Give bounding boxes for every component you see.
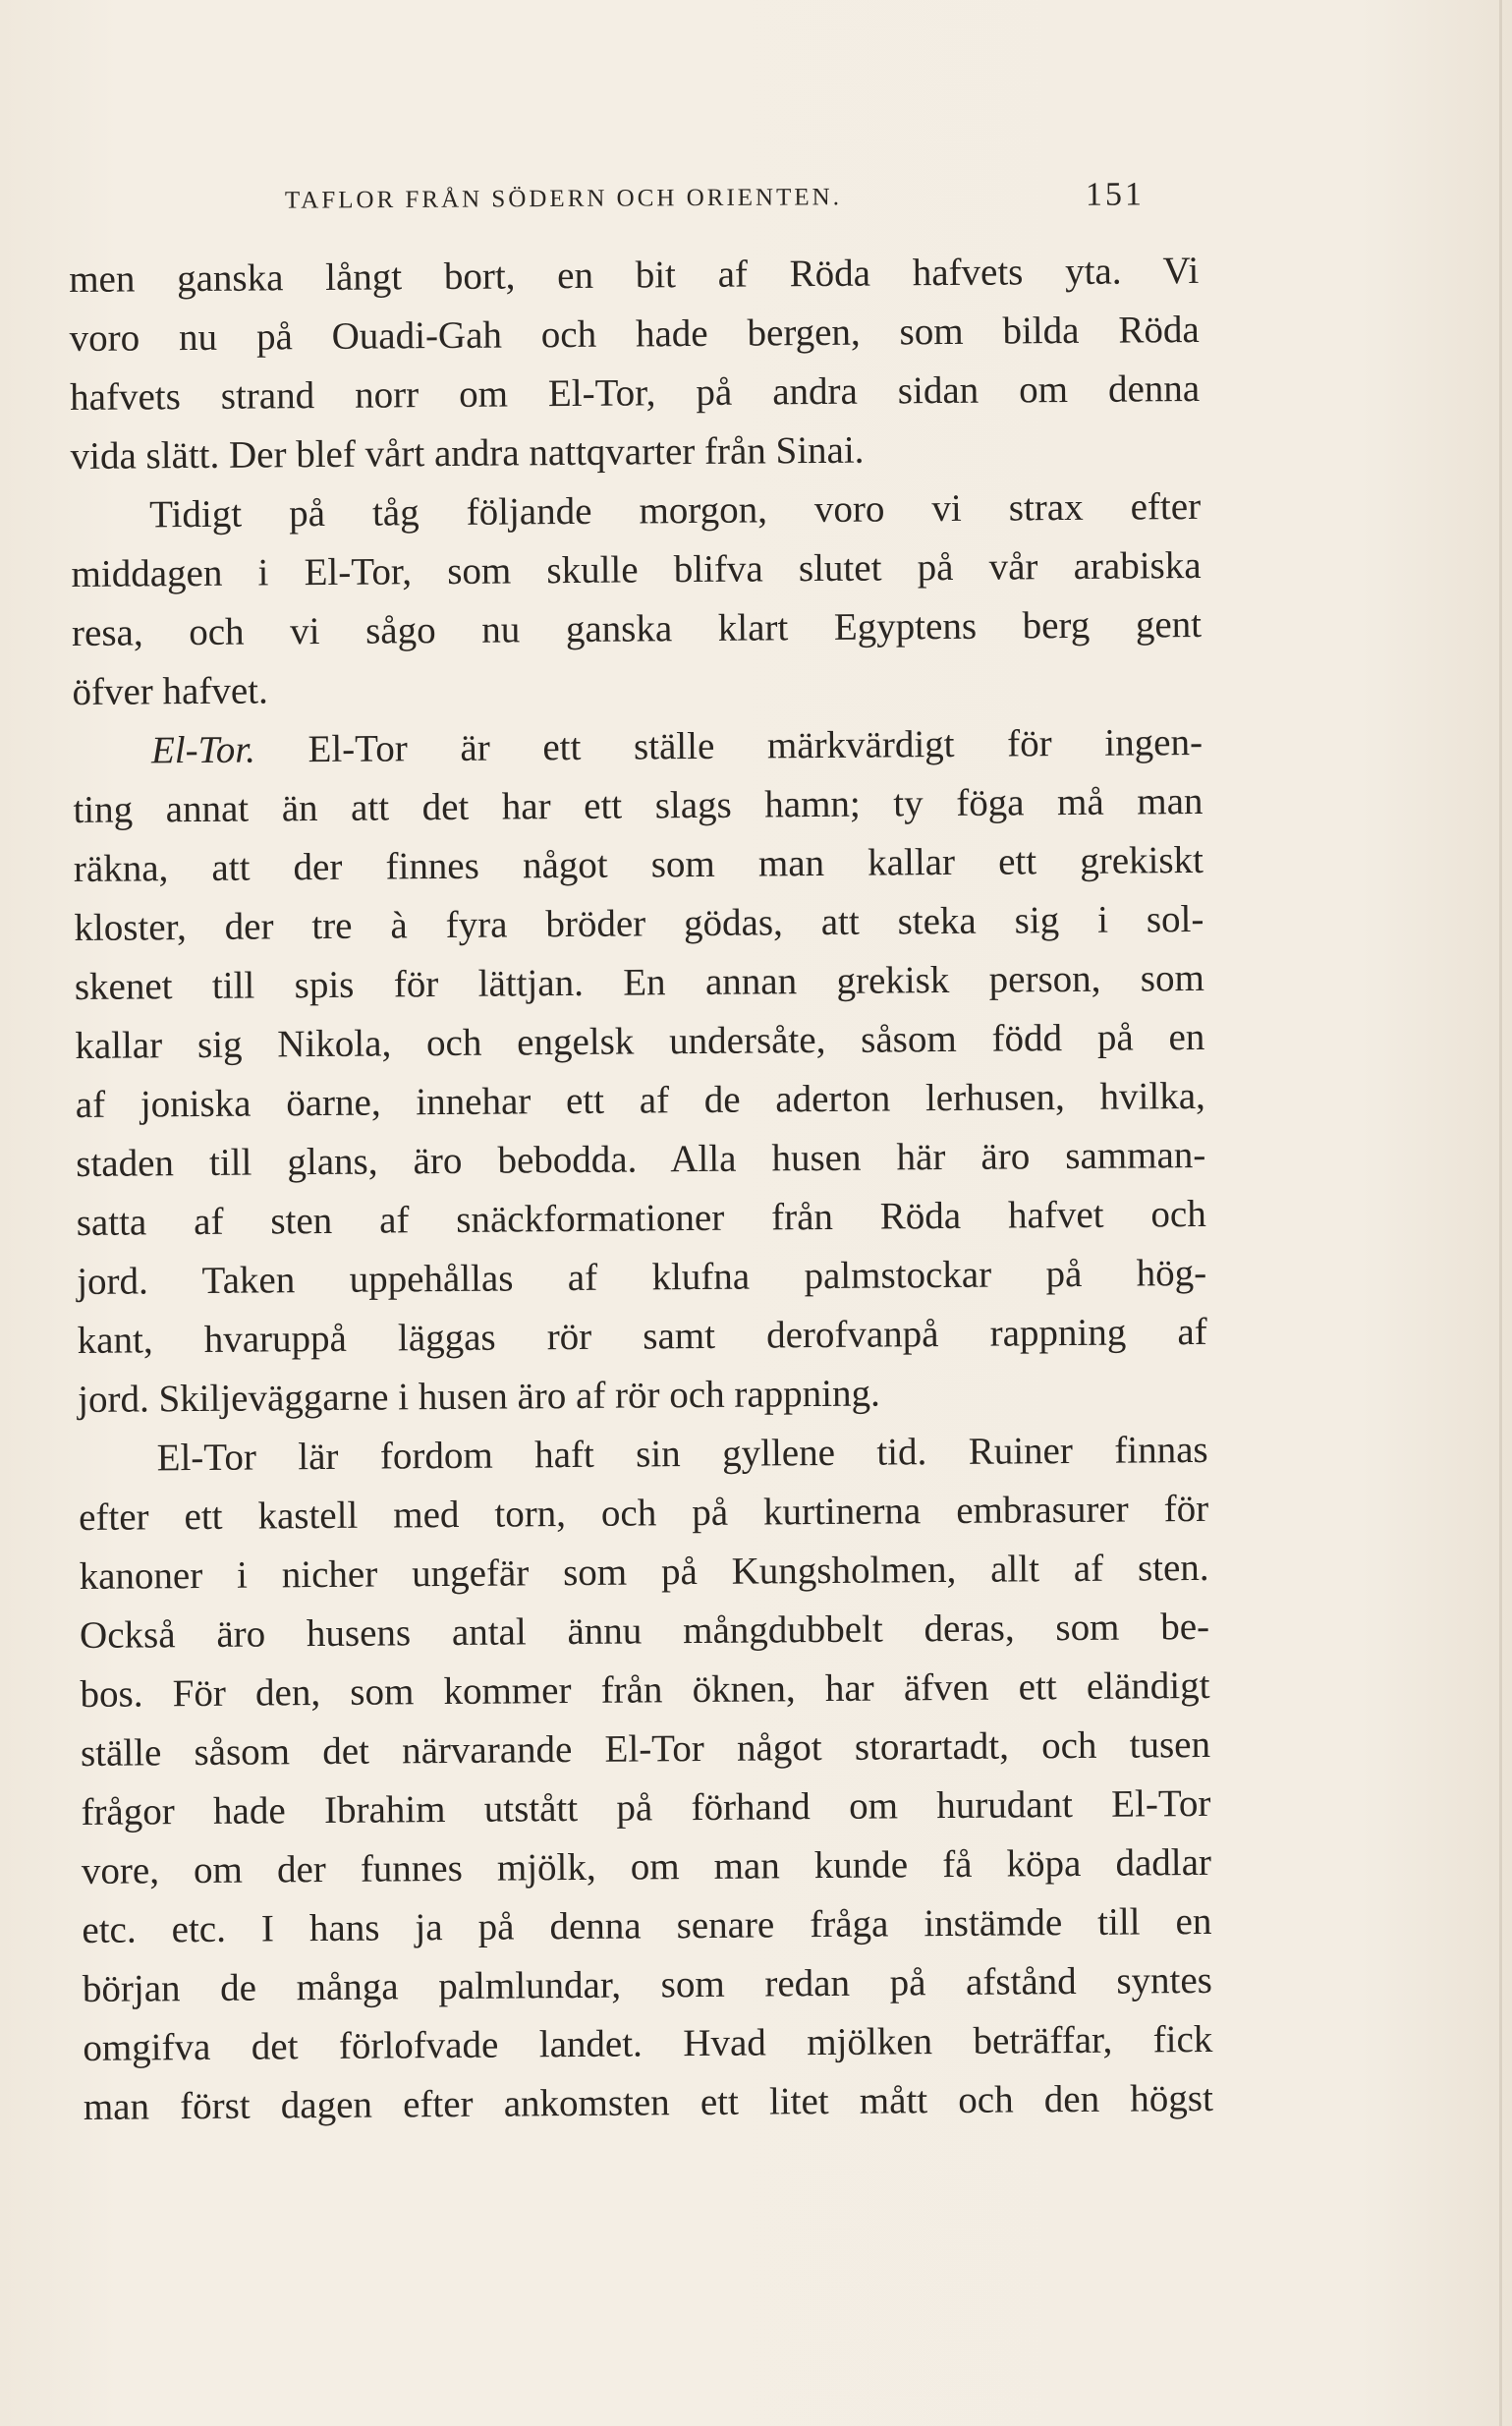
text-line: El-Tor lär fordom haft sin gyllene tid. Ruiner finnas (156, 1428, 1208, 1480)
text-line: Tidigt på tåg följande morgon, voro vi strax efter (148, 484, 1202, 536)
body-text (69, 242, 1213, 2137)
text-line: kanoner i nicher ungefär som på Kungsholmen, allt af sten. (79, 1546, 1209, 1598)
text-line: ting annat än att det har ett slags hamn; ty föga må man (73, 779, 1204, 831)
text-line: frågor hade Ibrahim utstått på förhand om hurudant El-Tor (81, 1781, 1211, 1834)
text-line: middagen i El-Tor, som skulle blifva slutet på vår arabiska (71, 543, 1202, 595)
text-line: man först dagen efter ankomsten ett litet mått och den högst (83, 2076, 1213, 2128)
text-line: satta af sten af snäckformationer från Röda hafvet och (76, 1192, 1206, 1244)
running-header (284, 176, 1146, 226)
text-line: El-Tor. El-Tor är ett ställe märkvärdigt för ingen- (150, 720, 1204, 772)
text-line: öfver hafvet. (72, 669, 268, 713)
text-line: början de många palmlundar, som redan på afstånd syntes (82, 1958, 1213, 2010)
text-line: ställe såsom det närvarande El-Tor något storartadt, och tusen (80, 1722, 1211, 1775)
text-line: hafvets strand norr om El-Tor, på andra sidan om denna (70, 367, 1201, 419)
text-line: jord. Skiljeväggarne i husen äro af rör och rappning. (78, 1372, 880, 1421)
text-line: bos. För den, som kommer från öknen, har äfven ett eländigt (80, 1664, 1210, 1716)
side-heading: El-Tor. (150, 728, 256, 772)
page-number: 151 (1085, 176, 1146, 213)
text-line: jord. Taken uppehållas af klufna palmstockar på hög- (77, 1251, 1207, 1303)
text-line: af joniska öarne, innehar ett af de aderton lerhusen, hvilka, (75, 1074, 1205, 1126)
text-line: vida slätt. Der blef vårt andra nattqvarter från Sinai. (70, 428, 865, 478)
text-line: voro nu på Ouadi-Gah och hade bergen, som bilda Röda (69, 308, 1200, 360)
text-line: skenet till spis för lättjan. En annan grekisk person, som (74, 956, 1205, 1008)
running-title: TAFLOR FRÅN SÖDERN OCH ORIENTEN. (284, 184, 842, 214)
text-line: kant, hvaruppå läggas rör samt derofvanpå rappning af (77, 1310, 1207, 1362)
text-line: kloster, der tre à fyra bröder gödas, att steka sig i sol- (74, 897, 1204, 949)
text-line: men ganska långt bort, en bit af Röda hafvets yta. Vi (69, 249, 1200, 301)
text-line: kallar sig Nikola, och engelsk undersåte, såsom född på en (75, 1015, 1205, 1067)
text-line: etc. etc. I hans ja på denna senare fråga instämde till en (82, 1899, 1212, 1951)
text-line: staden till glans, äro bebodda. Alla husen här äro samman- (76, 1133, 1206, 1185)
text-line: räkna, att der finnes något som man kallar ett grekiskt (73, 838, 1204, 890)
text-line: vore, om der funnes mjölk, om man kunde få köpa dadlar (81, 1840, 1212, 1892)
text-line: Också äro husens antal ännu mångdubbelt deras, som be- (79, 1605, 1210, 1657)
text-line: resa, och vi sågo nu ganska klart Egyptens berg gent (71, 602, 1203, 654)
text-line: efter ett kastell med torn, och på kurtinerna embrasurer för (78, 1487, 1209, 1539)
page-edge (1499, 0, 1502, 2426)
text-line: omgifva det förlofvade landet. Hvad mjölken beträffar, fick (83, 2017, 1213, 2069)
